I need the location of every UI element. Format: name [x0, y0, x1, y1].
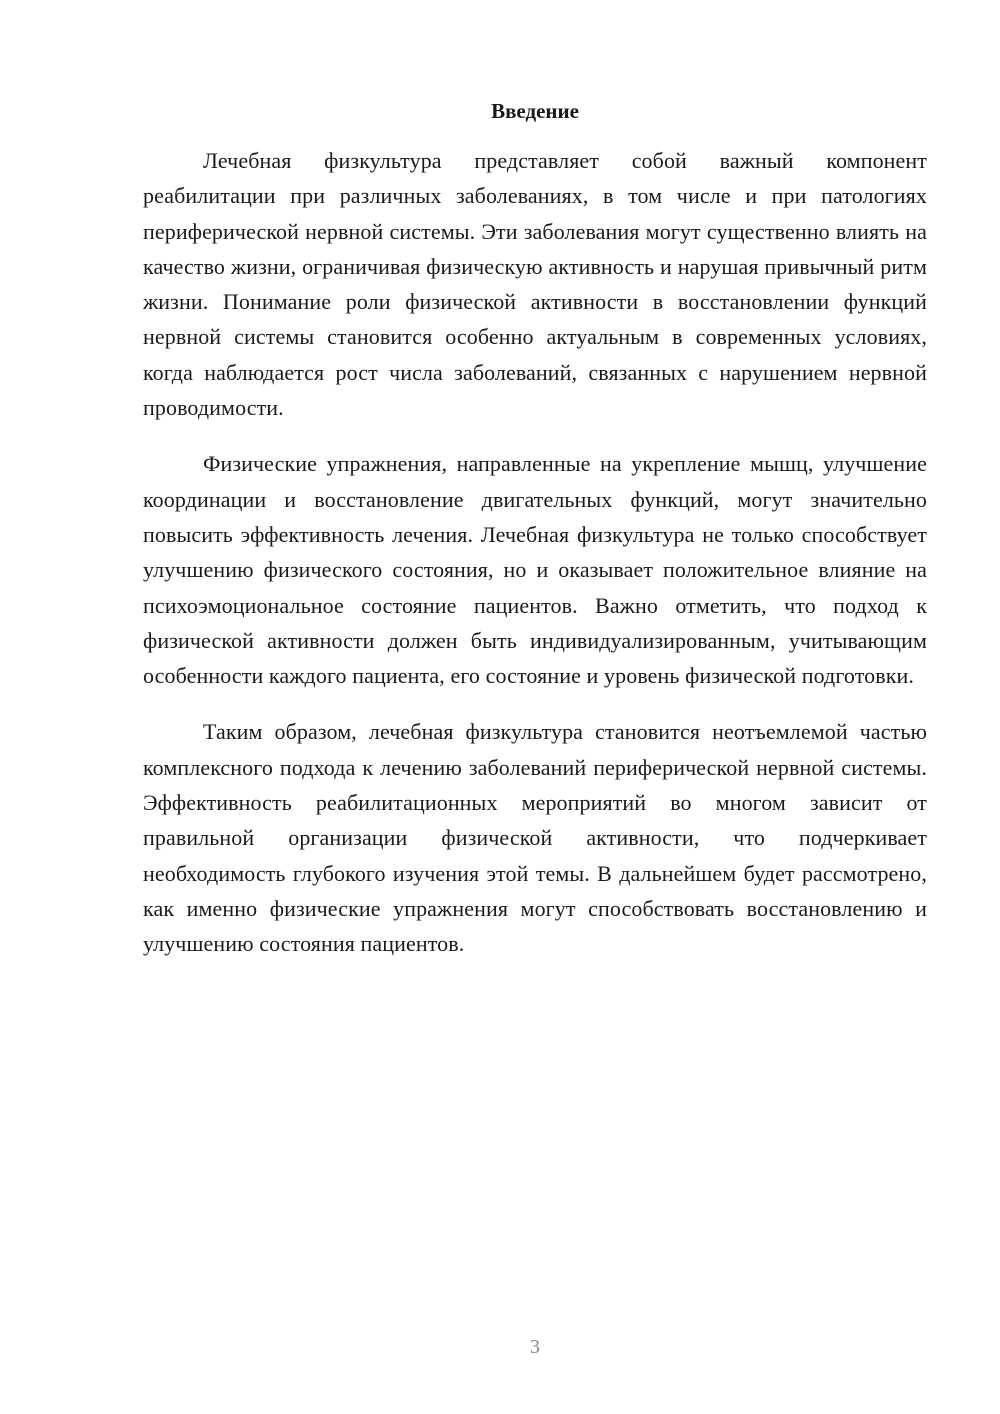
page-number: 3: [530, 1336, 540, 1358]
paragraph-2: Физические упражнения, направленные на укрепление мышц, улучшение координации и восстановление двигательных функций, могут значительно повысить эффективность лечения. Лечебная физкультура не только способствует улучшению физического состояния, но и оказывает положительное влияние на психоэмоциональное состояние пациентов. Важно отметить, что подход к физической активности должен быть индивидуализированным, учитывающим особенности каждого пациента, его состояние и уровень физической подготовки.: [143, 451, 927, 689]
paragraph-3: Таким образом, лечебная физкультура становится неотъемлемой частью комплексного подхода к лечению заболеваний периферической нервной системы. Эффективность реабилитационных мероприятий во многом зависит от правильной организации физической активности, что подчеркивает необходимость глубокого изучения этой темы. В дальнейшем будет рассмотрено, как именно физические упражнения могут способствовать восстановлению и улучшению состояния пациентов.: [143, 719, 927, 957]
section-title: Введение: [491, 99, 579, 123]
body-text: [143, 143, 927, 983]
paragraph-1: Лечебная физкультура представляет собой важный компонент реабилитации при различных заболеваниях, в том числе и при патологиях периферической нервной системы. Эти заболевания могут существенно влиять на качество жизни, ограничивая физическую активность и нарушая привычный ритм жизни. Понимание роли физической активности в восстановлении функций нервной системы становится особенно актуальным в современных условиях, когда наблюдается рост числа заболеваний, связанных с нарушением нервной проводимости.: [143, 148, 927, 421]
